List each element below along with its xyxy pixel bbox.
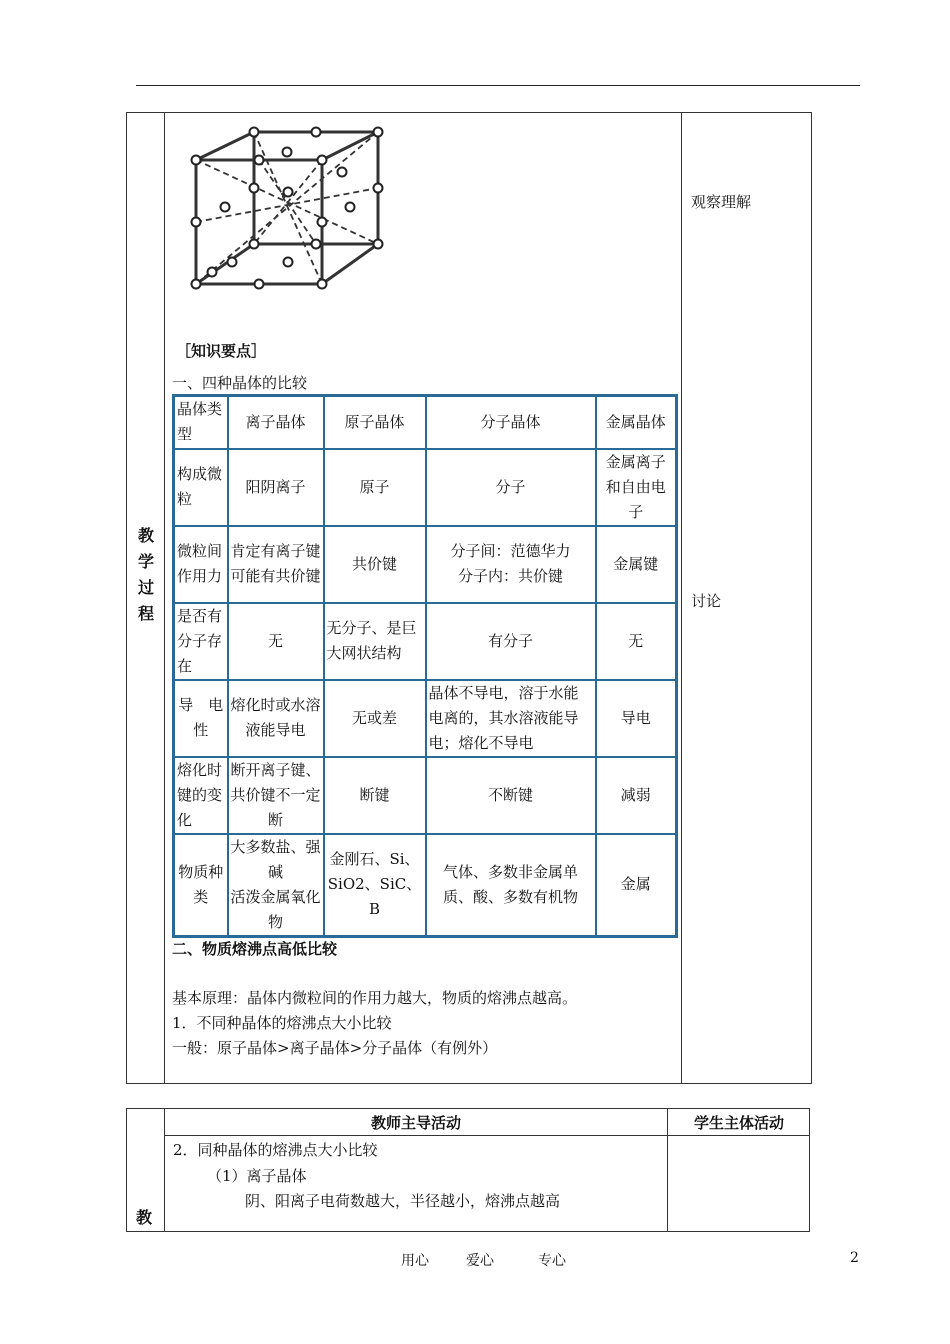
crystal-lattice-figure xyxy=(172,112,394,302)
student-activity-header: 学生主体活动 xyxy=(693,1114,784,1132)
general-text: 一般：原子晶体>离子晶体>分子晶体（有例外） xyxy=(172,1039,498,1057)
table-cell: 大多数盐、强碱 活泼金属氧化物 xyxy=(228,834,324,937)
table-cell: 离子晶体 xyxy=(228,396,324,449)
table-cell: 无 xyxy=(228,603,324,680)
item-text: 2．同种晶体的熔沸点大小比较 xyxy=(173,1141,378,1159)
table-cell: 金属键 xyxy=(596,526,677,603)
table-row xyxy=(174,834,677,937)
table-cell: 无分子、是巨大网状结构 xyxy=(324,603,426,680)
header-rule xyxy=(136,85,860,86)
table-cell: 有分子 xyxy=(426,603,596,680)
footer-motto: 专心 xyxy=(538,1253,566,1269)
table-cell: 共价键 xyxy=(324,526,426,603)
item-text: 阴、阳离子电荷数越大，半径越小，熔沸点越高 xyxy=(245,1192,561,1210)
table-row xyxy=(174,757,677,834)
table-cell: 减弱 xyxy=(596,757,677,834)
table-cell: 是否有分子存在 xyxy=(174,603,228,680)
table-cell: 金属晶体 xyxy=(596,396,677,449)
header-divider xyxy=(165,1135,809,1136)
section-title: 一、四种晶体的比较 xyxy=(172,374,308,392)
item-text: 1．不同种晶体的熔沸点大小比较 xyxy=(172,1014,392,1032)
table-row xyxy=(174,603,677,680)
table-cell: 构成微粒 xyxy=(174,449,228,526)
table-cell: 无 xyxy=(596,603,677,680)
table-cell: 熔化时或水溶液能导电 xyxy=(228,680,324,757)
activity-table xyxy=(126,1108,810,1232)
item-text: （1）离子晶体 xyxy=(207,1167,307,1185)
table-cell: 气体、多数非金属单质、酸、多数有机物 xyxy=(426,834,596,937)
table-cell: 导电 xyxy=(596,680,677,757)
table-cell: 金属 xyxy=(596,834,677,937)
table-cell: 金刚石、Si、SiO2、SiC、B xyxy=(324,834,426,937)
teacher-activity-header: 教师主导活动 xyxy=(370,1114,461,1132)
crystal-comparison-table xyxy=(172,394,678,938)
column-divider xyxy=(681,113,682,1083)
table-cell: 原子晶体 xyxy=(324,396,426,449)
student-note: 观察理解 xyxy=(691,193,752,211)
table-cell: 晶体不导电，溶于水能电离的，其水溶液能导电；熔化不导电 xyxy=(426,680,596,757)
column-divider xyxy=(164,113,165,1083)
table-cell: 阳阴离子 xyxy=(228,449,324,526)
table-cell: 微粒间作用力 xyxy=(174,526,228,603)
table-cell: 导 电性 xyxy=(174,680,228,757)
table-row xyxy=(174,526,677,603)
page-number: 2 xyxy=(850,1250,859,1266)
table-cell: 肯定有离子键可能有共价键 xyxy=(228,526,324,603)
table-cell: 无或差 xyxy=(324,680,426,757)
table-header-row xyxy=(174,396,677,449)
principle-text: 基本原理：晶体内微粒间的作用力越大，物质的熔沸点越高。 xyxy=(172,989,578,1007)
table-cell: 不断键 xyxy=(426,757,596,834)
table-cell: 分子间：范德华力 分子内：共价键 xyxy=(426,526,596,603)
side-label: 教 xyxy=(136,1208,153,1227)
table-cell: 原子 xyxy=(324,449,426,526)
table-row xyxy=(174,449,677,526)
knowledge-title: ［知识要点］ xyxy=(176,342,267,360)
footer-motto: 爱心 xyxy=(466,1253,494,1269)
table-row xyxy=(174,680,677,757)
table-cell: 断开离子键、共价键不一定断 xyxy=(228,757,324,834)
table-cell: 分子 xyxy=(426,449,596,526)
footer-motto: 用心 xyxy=(401,1253,429,1269)
student-note: 讨论 xyxy=(691,592,722,610)
table-cell: 金属离子和自由电子 xyxy=(596,449,677,526)
table-cell: 物质种类 xyxy=(174,834,228,937)
side-label: 教 学 过 程 xyxy=(137,526,154,623)
table-cell: 断键 xyxy=(324,757,426,834)
section-title: 二、物质熔沸点高低比较 xyxy=(172,940,338,958)
table-cell: 晶体类型 xyxy=(174,396,228,449)
table-cell: 分子晶体 xyxy=(426,396,596,449)
table-cell: 熔化时键的变化 xyxy=(174,757,228,834)
